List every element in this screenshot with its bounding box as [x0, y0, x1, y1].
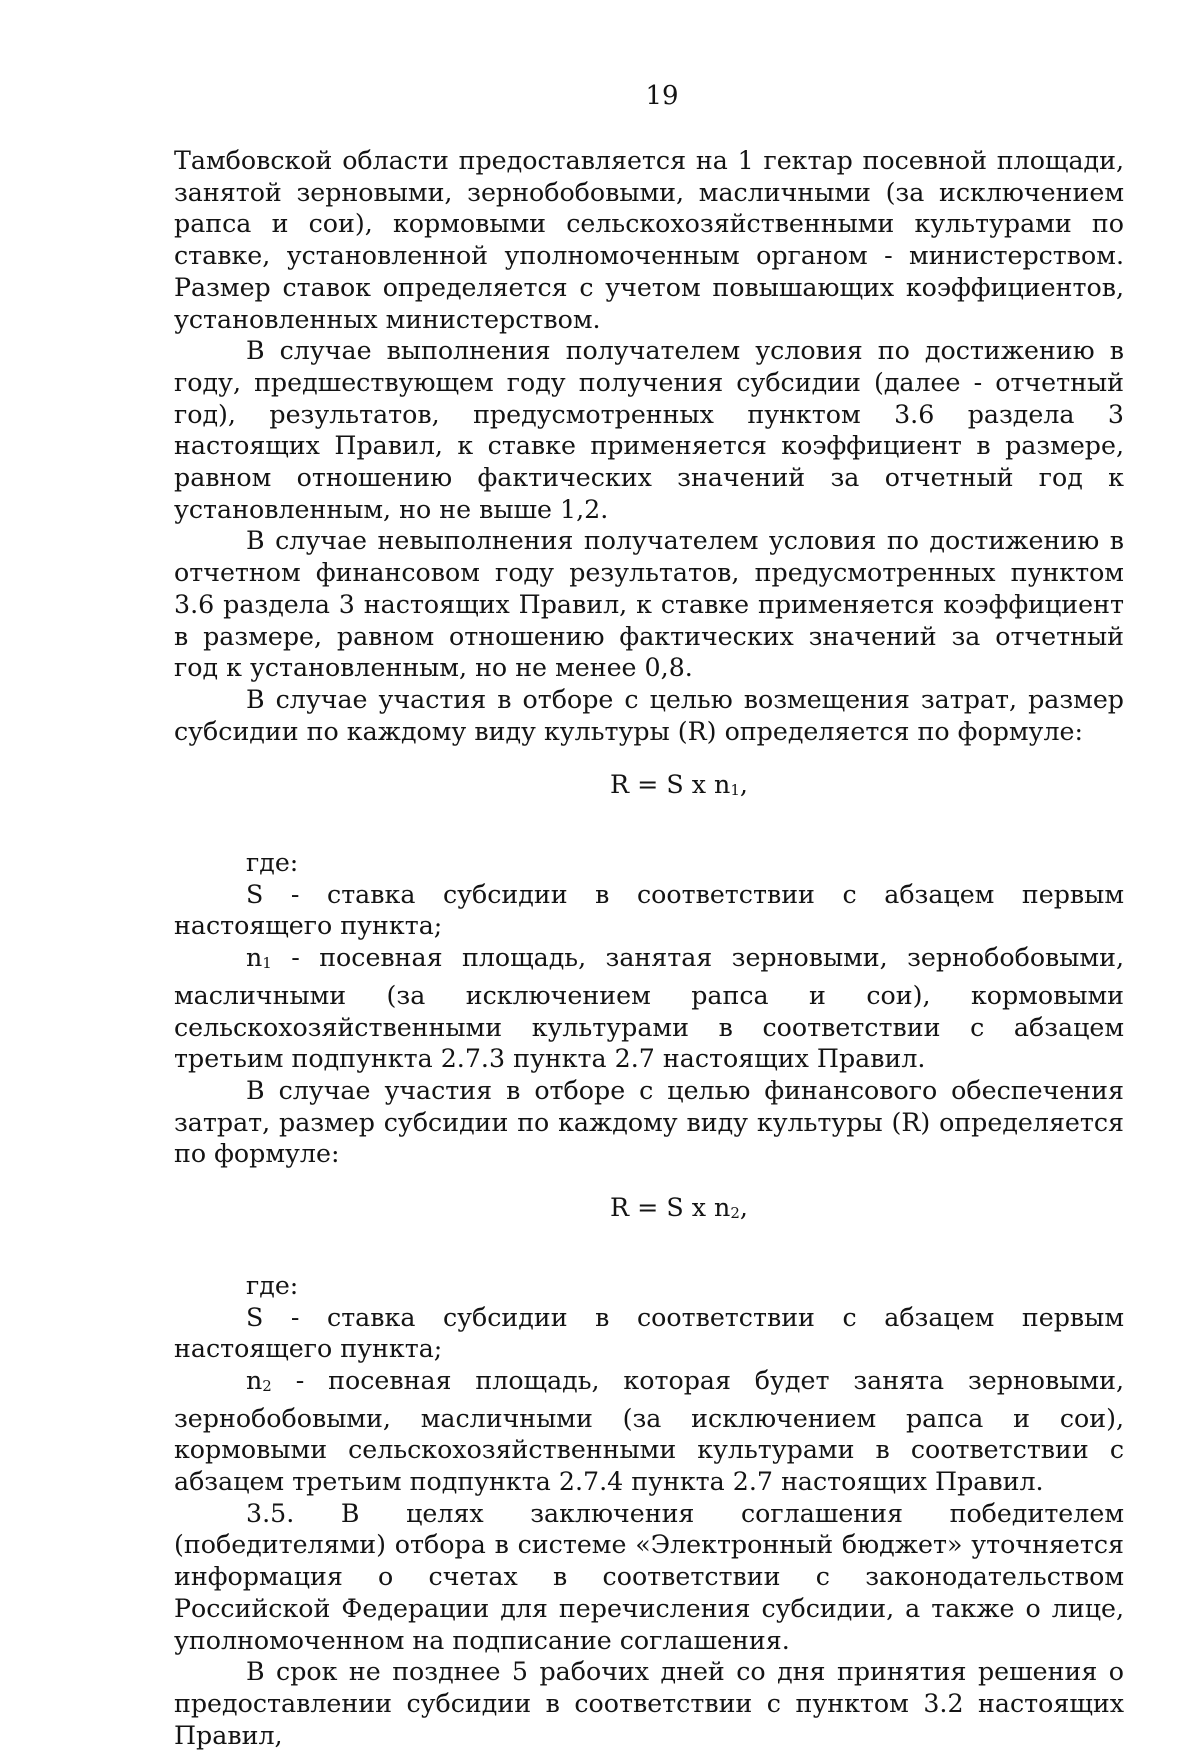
definition-n2 — [174, 1365, 1124, 1498]
formula-main: R = S x n — [610, 770, 731, 800]
variable-n: n — [246, 1365, 263, 1395]
variable-subscript: 2 — [262, 1376, 272, 1395]
variable-subscript: 1 — [262, 954, 272, 973]
paragraph-deadline: В срок не позднее 5 рабочих дней со дня принятия решения о предоставлении субсидии в соответствии с пунктом 3.2 настоящих Правил, — [174, 1657, 1124, 1750]
definition-n1 — [174, 942, 1124, 1075]
definition-text: - посевная площадь, которая будет занята зерновыми, зернобобовыми, масличными (за исключением рапса и сои), кормовыми сельскохозяйственными культурами в соответствии с абзацем третьим подпункта 2.7.4 пункта 2.7 настоящих Правил. — [174, 1365, 1124, 1497]
document-body — [174, 145, 1124, 1751]
formula-subscript: 2 — [730, 1204, 740, 1223]
where-label: где: — [246, 1270, 299, 1300]
paragraph-3-5: 3.5. В целях заключения соглашения победителем (победителями) отбора в системе «Электронный бюджет» уточняется информация о счетах в соответствии с законодательством Российской Федерации для перечисления субсидии, а также о лице, уполномоченном на подписание соглашения. — [174, 1498, 1124, 1655]
variable-n: n — [246, 943, 263, 973]
formula-tail: , — [739, 770, 748, 800]
page-number: 19 — [645, 81, 679, 111]
formula-subscript: 1 — [730, 781, 740, 800]
paragraph-financing-formula-intro: В случае участия в отборе с целью финансового обеспечения затрат, размер субсидии по каждому виду культуры (R) определяется по формуле: — [174, 1075, 1124, 1169]
formula-main: R = S x n — [610, 1193, 731, 1223]
paragraph-coefficient-increase: В случае выполнения получателем условия по достижению в году, предшествующем году получения субсидии (далее - отчетный год), результатов, предусмотренных пунктом 3.6 раздела 3 настоящих Правил, к ставке применяется коэффициент в размере, равном отношению фактических значений за отчетный год к установленным, но не выше 1,2. — [174, 336, 1124, 524]
formula-reimbursement — [174, 769, 1124, 807]
paragraph-continuation: Тамбовской области предоставляется на 1 гектар посевной площади, занятой зерновыми, зернобобовыми, масличными (за исключением рапса и сои), кормовыми сельскохозяйственными культурами по ставке, установленной уполномоченным органом - министерством. Размер ставок определяется с учетом повышающих коэффициентов, установленных министерством. — [174, 146, 1124, 334]
where-label: где: — [246, 848, 299, 878]
definition-s: S - ставка субсидии в соответствии с абзацем первым настоящего пункта; — [174, 1302, 1124, 1364]
definition-text: - посевная площадь, занятая зерновыми, зернобобовыми, масличными (за исключением рапса и сои), кормовыми сельскохозяйственными культурами в соответствии с абзацем третьим подпункта 2.7.3 пункта 2.7 настоящих Правил. — [174, 943, 1124, 1074]
formula-financing — [174, 1192, 1124, 1230]
paragraph-coefficient-decrease: В случае невыполнения получателем условия по достижению в отчетном финансовом году результатов, предусмотренных пунктом 3.6 раздела 3 настоящих Правил, к ставке применяется коэффициент в размере, равном отношению фактических значений за отчетный год к установленным, но не менее 0,8. — [174, 526, 1124, 683]
paragraph-reimbursement-formula-intro: В случае участия в отборе с целью возмещения затрат, размер субсидии по каждому виду культуры (R) определяется по формуле: — [174, 684, 1124, 746]
definition-s: S - ставка субсидии в соответствии с абзацем первым настоящего пункта; — [174, 879, 1124, 941]
formula-tail: , — [739, 1193, 748, 1223]
